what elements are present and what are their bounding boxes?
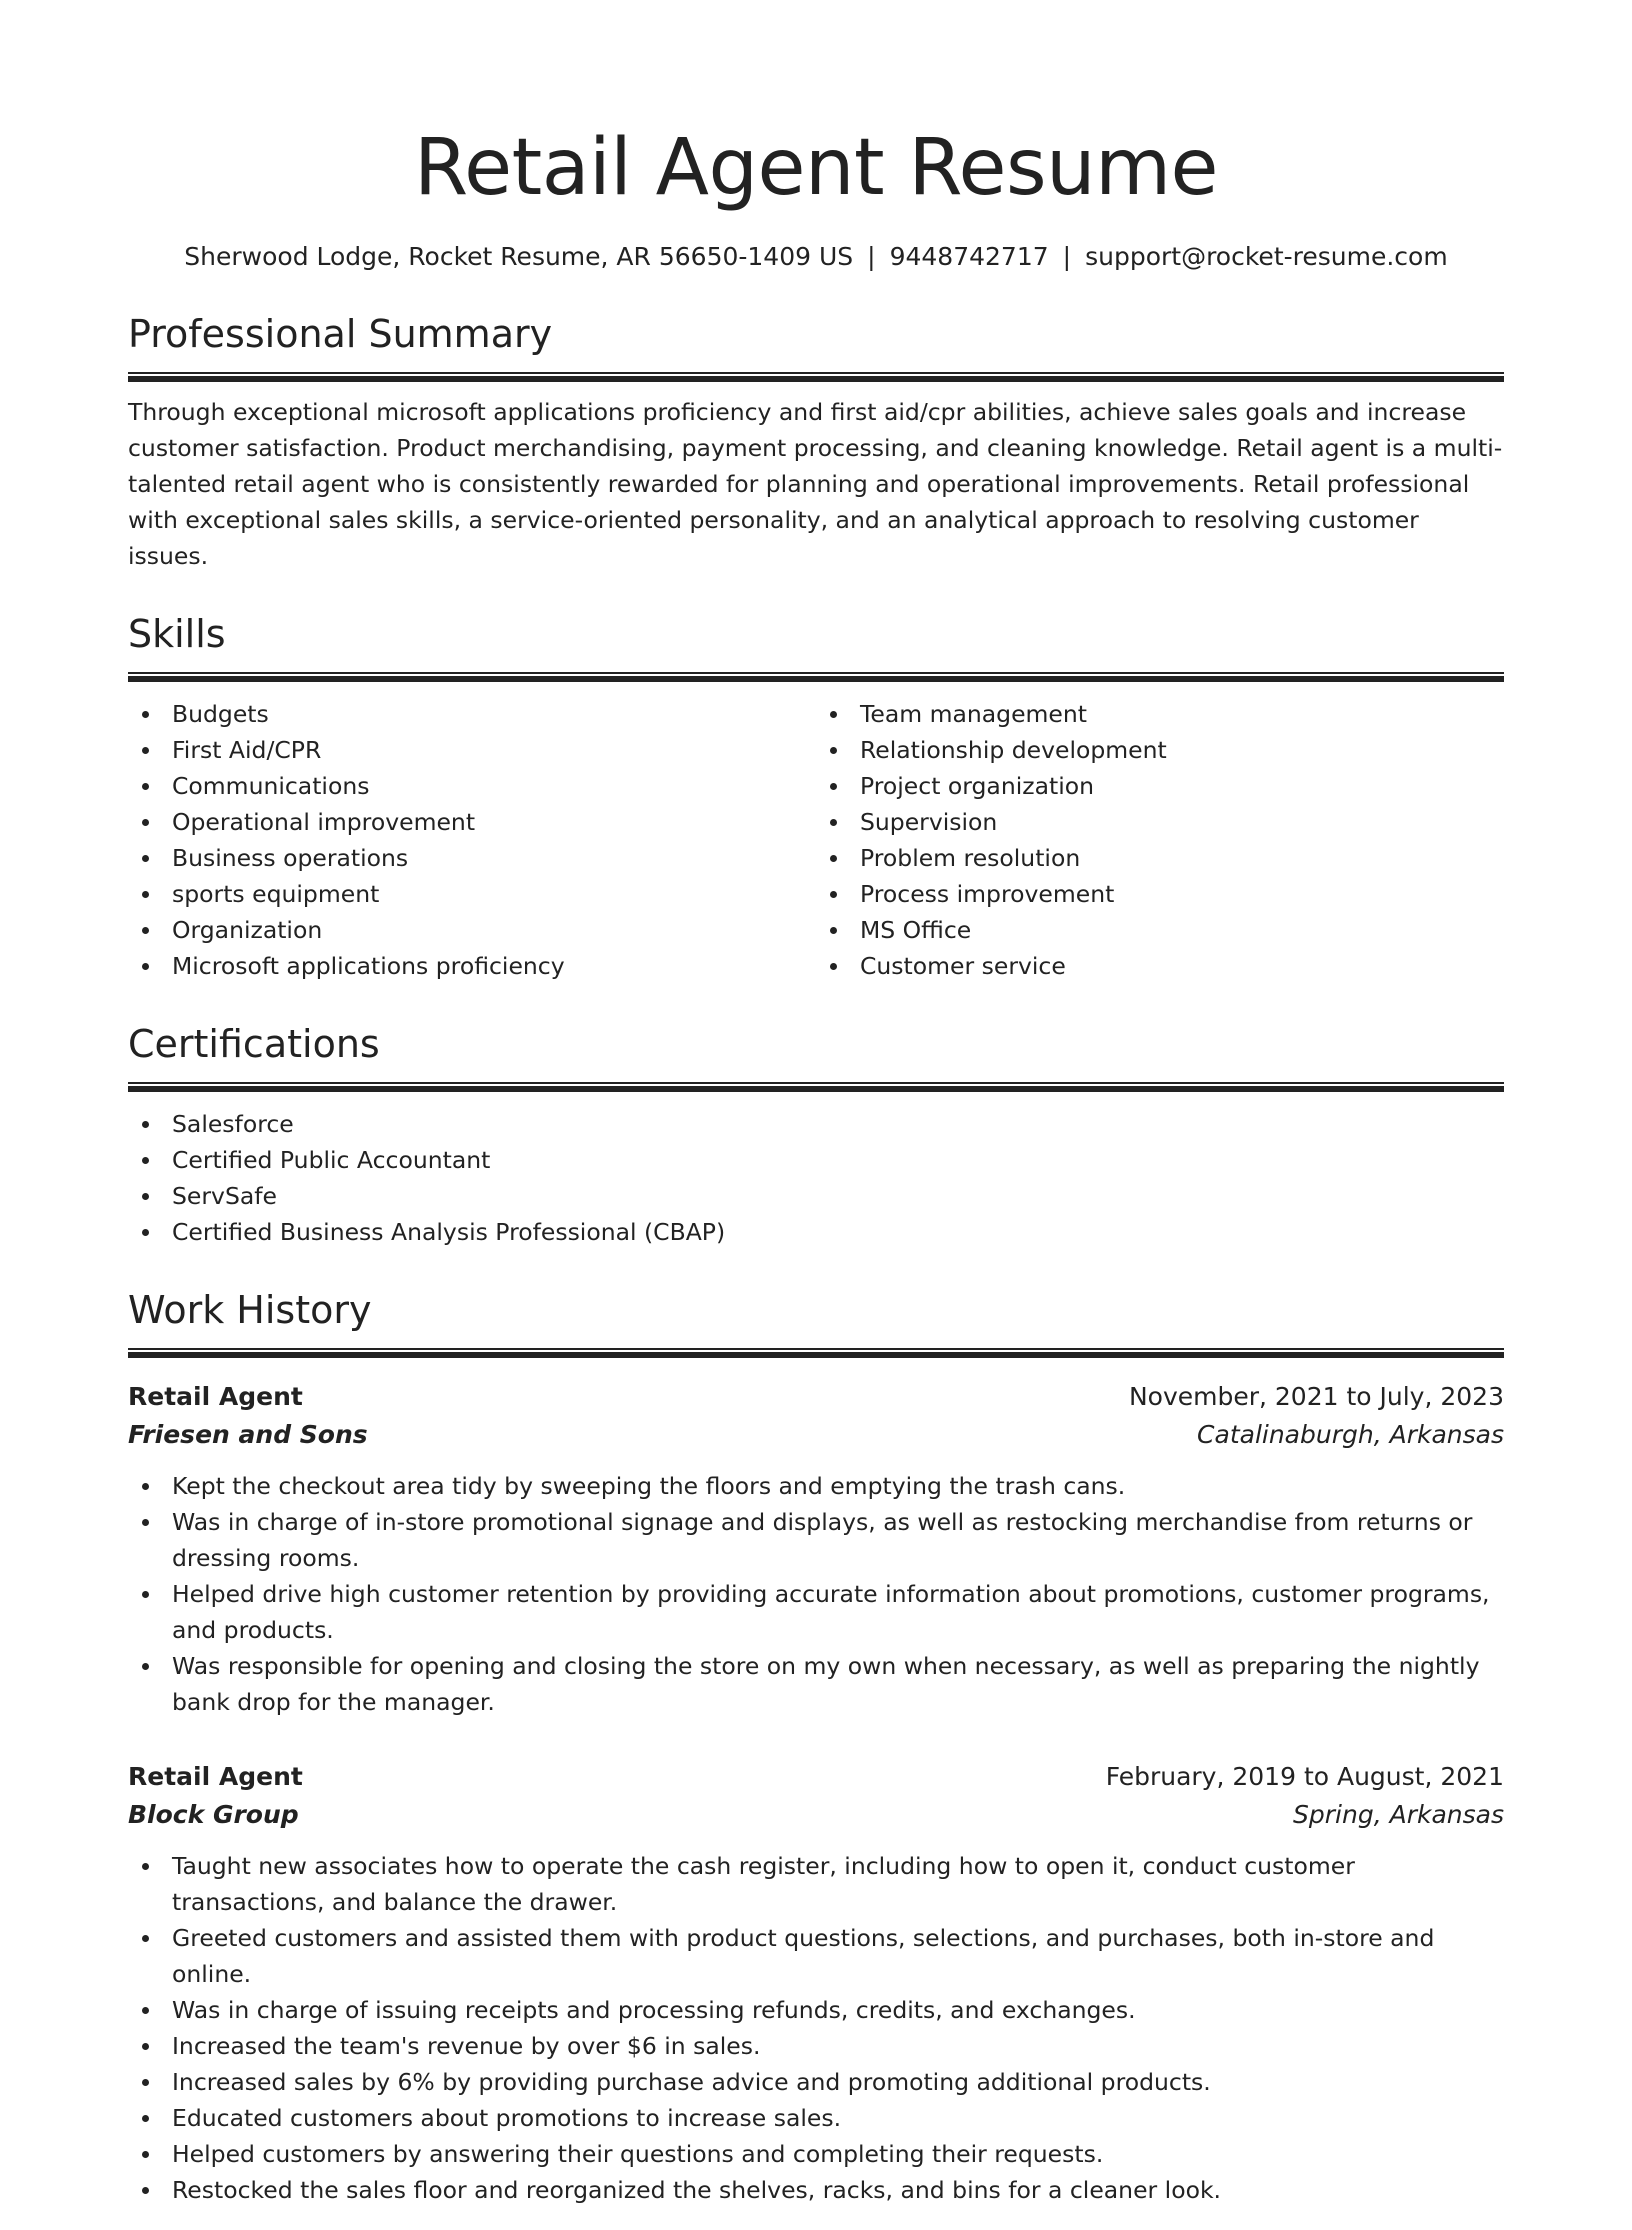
skill-item [128,804,816,840]
skill-item-text: First Aid/CPR [172,736,322,764]
skill-item [128,876,816,912]
skill-item [128,840,816,876]
certification-item-text: Certified Public Accountant [172,1146,491,1174]
bullet-dot-icon [142,747,149,754]
job-bullet-text: Helped drive high customer retention by providing accurate information about promotions, customer programs, and products. [172,1580,1490,1644]
bullet-dot-icon [142,927,149,934]
contact-separator: | [1062,242,1072,271]
bullet-dot-icon [830,891,837,898]
job-bullet [128,2100,1504,2136]
job-bullet-text: Restocked the sales floor and reorganized the shelves, racks, and bins for a cleaner look. [172,2176,1222,2204]
job-bullets [128,1468,1504,1720]
bullet-dot-icon [142,963,149,970]
skill-item-text: sports equipment [172,880,380,908]
skills-grid [128,696,1504,984]
skill-item [128,696,816,732]
skills-list-left [128,696,816,984]
contact-phone: 9448742717 [889,242,1049,271]
skill-item [816,768,1504,804]
job-bullet [128,2172,1504,2208]
summary-text: Through exceptional microsoft applications proficiency and first aid/cpr abilities, achieve sales goals and increase customer satisfaction. Product merchandising, payment processing, and cleaning knowledge. Retail agent is a multi-talented retail agent who is consistently rewarded for planning and operational improvements. Retail professional with exceptional sales skills, a service-oriented personality, and an analytical approach to resolving customer issues. [128,398,1503,570]
job-bullet-text: Taught new associates how to operate the cash register, including how to open it, conduct customer transactions, and balance the drawer. [172,1852,1355,1916]
skill-item-text: MS Office [860,916,972,944]
skill-item-text: Microsoft applications proficiency [172,952,565,980]
bullet-dot-icon [830,927,837,934]
bullet-dot-icon [830,855,837,862]
bullet-dot-icon [142,855,149,862]
bullet-dot-icon [142,2115,149,2122]
job-bullet-text: Was in charge of in-store promotional signage and displays, as well as restocking merchandise from returns or dressing rooms. [172,1508,1473,1572]
bullet-dot-icon [830,819,837,826]
skill-item-text: Team management [860,700,1088,728]
work-history-section [128,1286,1504,2208]
skill-item [128,948,816,984]
skill-item [816,876,1504,912]
job-company-row [128,1796,1504,1834]
job-bullet-text: Helped customers by answering their questions and completing their requests. [172,2140,1104,2168]
certification-item-text: ServSafe [172,1182,277,1210]
skill-item-text: Process improvement [860,880,1115,908]
job-bullet [128,1504,1504,1576]
contact-line [128,240,1504,274]
bullet-dot-icon [142,1863,149,1870]
job-company: Friesen and Sons [128,1420,368,1449]
bullet-dot-icon [142,2151,149,2158]
skill-item [816,732,1504,768]
bullet-dot-icon [142,1121,149,1128]
certification-item [128,1142,1504,1178]
bullet-dot-icon [142,1157,149,1164]
skill-item-text: Organization [172,916,323,944]
bullet-dot-icon [142,2043,149,2050]
bullet-dot-icon [142,1483,149,1490]
bullet-dot-icon [830,783,837,790]
summary-section [128,310,1504,574]
job-bullet [128,1576,1504,1648]
job-bullet-text: Greeted customers and assisted them with product questions, selections, and purchases, both in-store and online. [172,1924,1435,1988]
job-bullet [128,2028,1504,2064]
bullet-dot-icon [830,711,837,718]
skill-item-text: Project organization [860,772,1094,800]
resume-title: Retail Agent Resume [413,123,1219,213]
contact-email[interactable]: support@rocket-resume.com [1085,242,1448,271]
bullet-dot-icon [142,1193,149,1200]
bullet-dot-icon [142,1591,149,1598]
bullet-dot-icon [142,2187,149,2194]
skill-item-text: Problem resolution [860,844,1081,872]
bullet-dot-icon [142,2007,149,2014]
job-bullet-text: Increased the team's revenue by over $6 in sales. [172,2032,761,2060]
skills-list-right [816,696,1504,984]
skill-item-text: Business operations [172,844,409,872]
section-divider [128,372,1504,382]
bullet-dot-icon [142,819,149,826]
job-dates: November, 2021 to July, 2023 [1128,1382,1504,1411]
section-divider [128,1082,1504,1092]
job-bullet [128,1648,1504,1720]
skill-item [816,696,1504,732]
certification-item-text: Salesforce [172,1110,294,1138]
job-bullet-text: Increased sales by 6% by providing purchase advice and promoting additional products. [172,2068,1211,2096]
skill-item-text: Communications [172,772,370,800]
skill-item [128,912,816,948]
certification-item [128,1178,1504,1214]
section-heading-skills: Skills [128,612,226,656]
skill-item-text: Relationship development [860,736,1167,764]
bullet-dot-icon [830,963,837,970]
job-location: Spring, Arkansas [1293,1800,1504,1829]
job-header-row [128,1378,1504,1416]
job-bullet [128,1992,1504,2028]
skills-section [128,610,1504,984]
contact-separator: | [867,242,876,271]
bullet-dot-icon [142,711,149,718]
resume-page [0,118,1632,2230]
certification-item [128,1214,1504,1250]
job-header-row [128,1758,1504,1796]
job-list [128,1378,1504,2208]
job-location: Catalinaburgh, Arkansas [1197,1420,1504,1449]
skills-column-left [128,696,816,984]
certifications-section [128,1020,1504,1250]
skill-item [816,912,1504,948]
skill-item-text: Supervision [860,808,998,836]
job-bullet [128,1848,1504,1920]
job-entry [128,1378,1504,1720]
certification-item [128,1106,1504,1142]
skill-item [816,948,1504,984]
skill-item [128,768,816,804]
skill-item [128,732,816,768]
job-bullet [128,1920,1504,1992]
bullet-dot-icon [142,1229,149,1236]
bullet-dot-icon [830,747,837,754]
job-entry [128,1758,1504,2208]
job-bullet-text: Kept the checkout area tidy by sweeping the floors and emptying the trash cans. [172,1472,1126,1500]
job-bullet-text: Was in charge of issuing receipts and processing refunds, credits, and exchanges. [172,1996,1136,2024]
job-title: Retail Agent [128,1762,303,1791]
job-bullet-text: Was responsible for opening and closing the store on my own when necessary, as well as preparing the nightly bank drop for the manager. [172,1652,1480,1716]
skill-item-text: Customer service [860,952,1066,980]
job-title: Retail Agent [128,1382,303,1411]
job-bullet-text: Educated customers about promotions to increase sales. [172,2104,842,2132]
skill-item-text: Operational improvement [172,808,476,836]
job-company-row [128,1416,1504,1454]
skill-item [816,840,1504,876]
section-divider [128,1348,1504,1358]
certification-item-text: Certified Business Analysis Professional (CBAP) [172,1218,726,1246]
skills-column-right [816,696,1504,984]
job-bullets [128,1848,1504,2208]
job-bullet [128,2064,1504,2100]
job-company: Block Group [128,1800,299,1829]
bullet-dot-icon [142,2079,149,2086]
section-heading-summary: Professional Summary [128,312,553,356]
section-heading-certifications: Certifications [128,1022,380,1066]
job-dates: February, 2019 to August, 2021 [1105,1762,1504,1791]
bullet-dot-icon [142,1935,149,1942]
section-heading-work-history: Work History [128,1288,372,1332]
job-bullet [128,2136,1504,2172]
contact-address: Sherwood Lodge, Rocket Resume, AR 56650-1409 US [184,242,854,271]
certifications-list [128,1106,1504,1250]
bullet-dot-icon [142,1663,149,1670]
bullet-dot-icon [142,1519,149,1526]
bullet-dot-icon [142,891,149,898]
job-bullet [128,1468,1504,1504]
skill-item-text: Budgets [172,700,269,728]
section-divider [128,672,1504,682]
skill-item [816,804,1504,840]
bullet-dot-icon [142,783,149,790]
